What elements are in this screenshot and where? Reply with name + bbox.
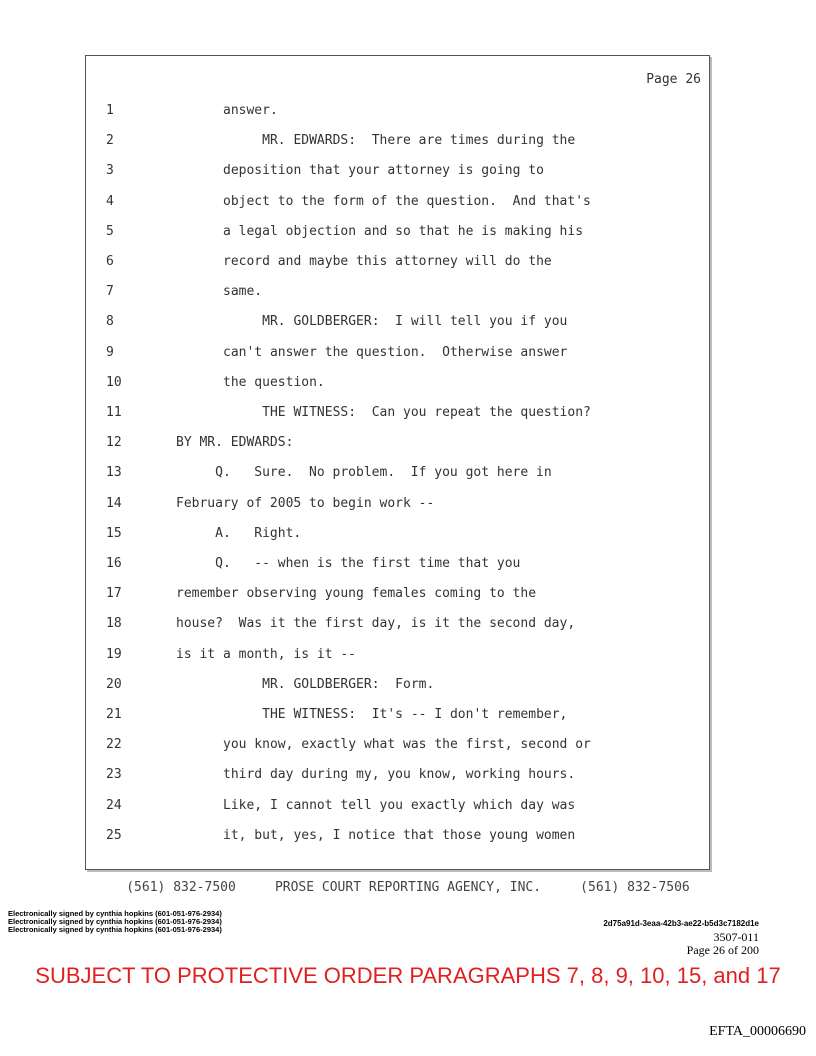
transcript-line (86, 345, 706, 365)
line-number: 23 (106, 767, 122, 783)
line-number: 4 (106, 193, 114, 209)
line-text: Q. -- when is the first time that you (176, 556, 521, 571)
transcript-line (86, 224, 706, 244)
transcript-line (86, 435, 706, 455)
transcript-line (86, 767, 706, 787)
line-number: 24 (106, 797, 122, 813)
line-number: 5 (106, 223, 114, 239)
signature-line: Electronically signed by cynthia hopkins (601-051-976-2934) (8, 925, 222, 934)
protective-order-notice: SUBJECT TO PROTECTIVE ORDER PARAGRAPHS 7, 8, 9, 10, 15, and 17 (35, 963, 781, 988)
line-number: 12 (106, 435, 122, 451)
line-text: BY MR. EDWARDS: (176, 435, 294, 451)
line-number: 8 (106, 314, 114, 330)
line-text: the question. (223, 374, 325, 390)
line-text: same. (223, 284, 263, 300)
signature-line: Electronically signed by cynthia hopkins (601-051-976-2934) (8, 909, 222, 918)
transcript-line (86, 737, 706, 757)
line-number: 19 (106, 646, 122, 662)
line-text: can't answer the question. Otherwise answer (223, 344, 568, 360)
exhibit-code: 3507-011 (713, 930, 759, 944)
transcript-line (86, 828, 706, 848)
line-text: MR. GOLDBERGER: I will tell you if you (223, 314, 568, 330)
page-of-count: Page 26 of 200 (686, 943, 759, 957)
line-number: 9 (106, 344, 114, 360)
line-number: 21 (106, 707, 122, 722)
transcript-line (86, 496, 706, 516)
line-text: MR. GOLDBERGER: Form. (223, 676, 435, 692)
line-number: 15 (106, 525, 122, 541)
transcript-line (86, 405, 706, 425)
line-number: 20 (106, 676, 122, 692)
transcript-line (86, 284, 706, 304)
transcript-page-frame (85, 55, 710, 870)
signature-line: Electronically signed by cynthia hopkins (601-051-976-2934) (8, 917, 222, 926)
transcript-line (86, 616, 706, 636)
line-text: house? Was it the first day, is it the second day, (176, 616, 576, 632)
line-number: 6 (106, 254, 114, 269)
line-number: 10 (106, 374, 122, 390)
line-text: THE WITNESS: Can you repeat the question? (223, 405, 591, 420)
transcript-line (86, 133, 706, 153)
line-text: a legal objection and so that he is making his (223, 223, 584, 239)
line-number: 11 (106, 405, 122, 420)
transcript-line (86, 465, 706, 485)
line-text: Like, I cannot tell you exactly which day was (223, 797, 576, 813)
line-text: remember observing young females coming to the (176, 586, 537, 602)
transcript-line (86, 314, 706, 334)
line-number: 14 (106, 495, 122, 511)
transcript-line (86, 586, 706, 606)
line-text: deposition that your attorney is going to (223, 163, 544, 179)
line-text: you know, exactly what was the first, second or (223, 737, 591, 753)
line-number: 25 (106, 827, 122, 843)
line-text: February of 2005 to begin work -- (176, 495, 435, 511)
transcript-line (86, 647, 706, 667)
transcript-line (86, 677, 706, 697)
line-text: it, but, yes, I notice that those young women (223, 827, 576, 843)
line-number: 16 (106, 556, 122, 571)
line-number: 13 (106, 465, 122, 481)
line-number: 17 (106, 586, 122, 602)
transcript-line (86, 798, 706, 818)
transcript-line (86, 103, 706, 123)
transcript-line (86, 163, 706, 183)
reporting-agency-footer: (561) 832-7500 PROSE COURT REPORTING AGENCY, INC. (561) 832-7506 (126, 880, 690, 895)
line-number: 1 (106, 103, 114, 118)
line-number: 2 (106, 133, 114, 149)
transcript-line (86, 556, 706, 576)
page-header: Page 26 (646, 72, 701, 87)
document-hash: 2d75a91d-3eaa-42b3-ae22-b5d3c7182d1e (603, 919, 759, 928)
line-text: Q. Sure. No problem. If you got here in (176, 465, 552, 481)
bates-number: EFTA_00006690 (709, 1024, 806, 1039)
transcript-line (86, 194, 706, 214)
line-text: is it a month, is it -- (176, 646, 357, 662)
transcript-line (86, 254, 706, 274)
line-text: third day during my, you know, working hours. (223, 767, 576, 783)
line-text: object to the form of the question. And that's (223, 193, 591, 209)
line-text: answer. (223, 103, 278, 118)
exhibit-info (687, 931, 759, 957)
line-number: 18 (106, 616, 122, 632)
transcript-line (86, 526, 706, 546)
line-text: A. Right. (176, 525, 302, 541)
line-number: 7 (106, 284, 114, 300)
transcript-line (86, 707, 706, 727)
line-text: MR. EDWARDS: There are times during the (223, 133, 576, 149)
line-number: 22 (106, 737, 122, 753)
line-text: record and maybe this attorney will do the (223, 254, 552, 269)
transcript-line (86, 375, 706, 395)
line-number: 3 (106, 163, 114, 179)
line-text: THE WITNESS: It's -- I don't remember, (223, 707, 568, 722)
